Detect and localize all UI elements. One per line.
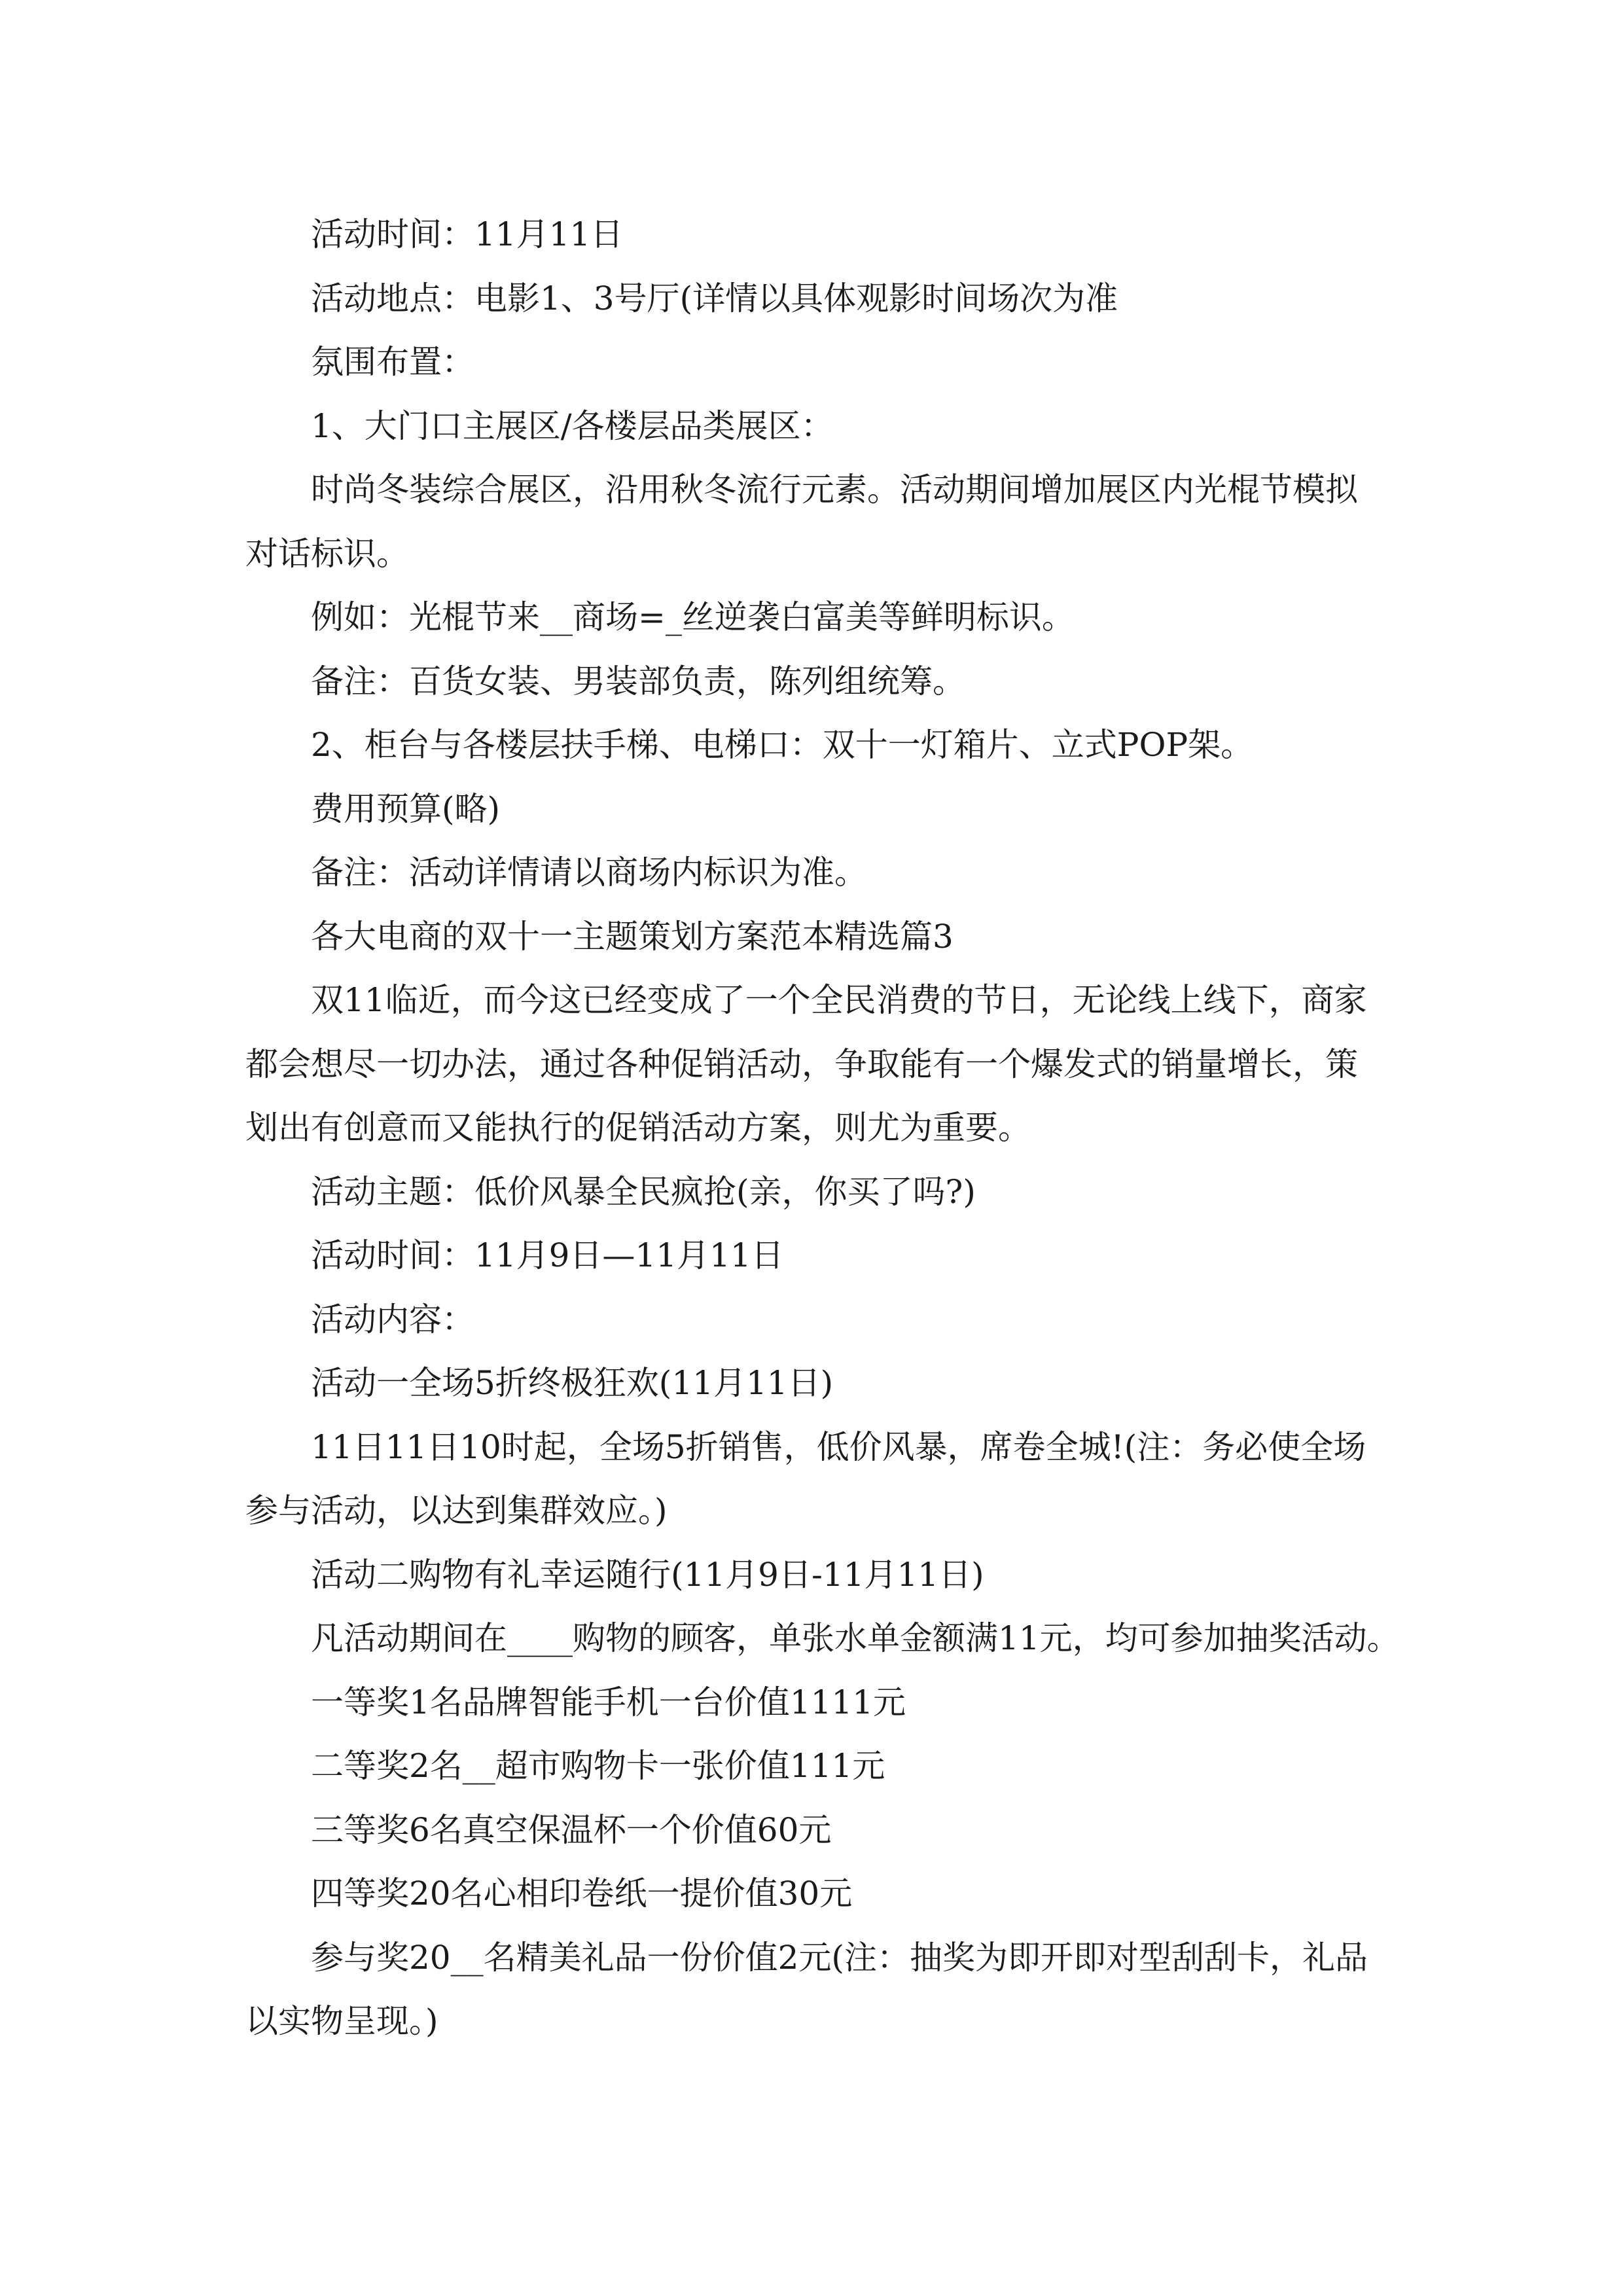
- paragraph-activity-time: 活动时间：11月11日: [311, 215, 624, 253]
- paragraph-winter-exhibit: 时尚冬装综合展区，沿用秋冬流行元素。活动期间增加展区内光棍节模拟对话标识。: [245, 471, 1358, 573]
- paragraph-activity-theme: 活动主题：低价风暴全民疯抢(亲，你买了吗?): [311, 1172, 976, 1211]
- document-body: [245, 203, 1400, 2054]
- paragraph-activity-two: 活动二购物有礼幸运随行(11月9日-11月11日): [311, 1555, 984, 1594]
- paragraph-exhibit-area: 1、大门口主展区/各楼层品类展区：: [311, 406, 834, 445]
- paragraph-second-prize: 二等奖2名__超市购物卡一张价值111元: [311, 1747, 885, 1785]
- paragraph-counter-escalator: 2、柜台与各楼层扶手梯、电梯口：双十一灯箱片、立式POP架。: [311, 726, 1254, 764]
- paragraph-budget: 费用预算(略): [311, 789, 501, 828]
- paragraph-activity-location: 活动地点：电影1、3号厅(详情以具体观影时间场次为准: [311, 279, 1118, 317]
- paragraph-note-details: 备注：活动详情请以商场内标识为准。: [311, 853, 867, 891]
- paragraph-first-prize: 一等奖1名品牌智能手机一台价值1111元: [311, 1683, 906, 1721]
- paragraph-lottery-rule: 凡活动期间在____购物的顾客，单张水单金额满11元，均可参加抽奖活动。: [311, 1619, 1400, 1657]
- paragraph-participation-prize: 参与奖20__名精美礼品一份价值2元(注：抽奖为即开即对型刮刮卡，礼品以实物呈现。): [245, 1938, 1368, 2040]
- paragraph-activity-period: 活动时间：11月9日—11月11日: [311, 1236, 784, 1274]
- paragraph-activity-one-detail: 11日11日10时起，全场5折销售，低价风暴，席卷全城!(注：务必使全场参与活动，以达到集群效应。): [245, 1427, 1366, 1530]
- paragraph-activity-one: 活动一全场5折终极狂欢(11月11日): [311, 1364, 834, 1402]
- paragraph-example: 例如：光棍节来__商场=_丝逆袭白富美等鲜明标识。: [311, 598, 1075, 636]
- paragraph-activity-content: 活动内容：: [311, 1300, 474, 1338]
- section-heading: 各大电商的双十一主题策划方案范本精选篇3: [311, 917, 954, 956]
- paragraph-note-departments: 备注：百货女装、男装部负责，陈列组统筹。: [311, 662, 965, 700]
- paragraph-third-prize: 三等奖6名真空保温杯一个价值60元: [311, 1810, 832, 1849]
- paragraph-intro: 双11临近，而今这已经变成了一个全民消费的节日，无论线上线下，商家都会想尽一切办法，通过各种促销活动，争取能有一个爆发式的销量增长，策划出有创意而又能执行的促销活动方案，则尤为重要。: [245, 981, 1367, 1147]
- paragraph-fourth-prize: 四等奖20名心相印卷纸一提价值30元: [311, 1874, 853, 1912]
- paragraph-atmosphere-heading: 氛围布置：: [311, 343, 474, 381]
